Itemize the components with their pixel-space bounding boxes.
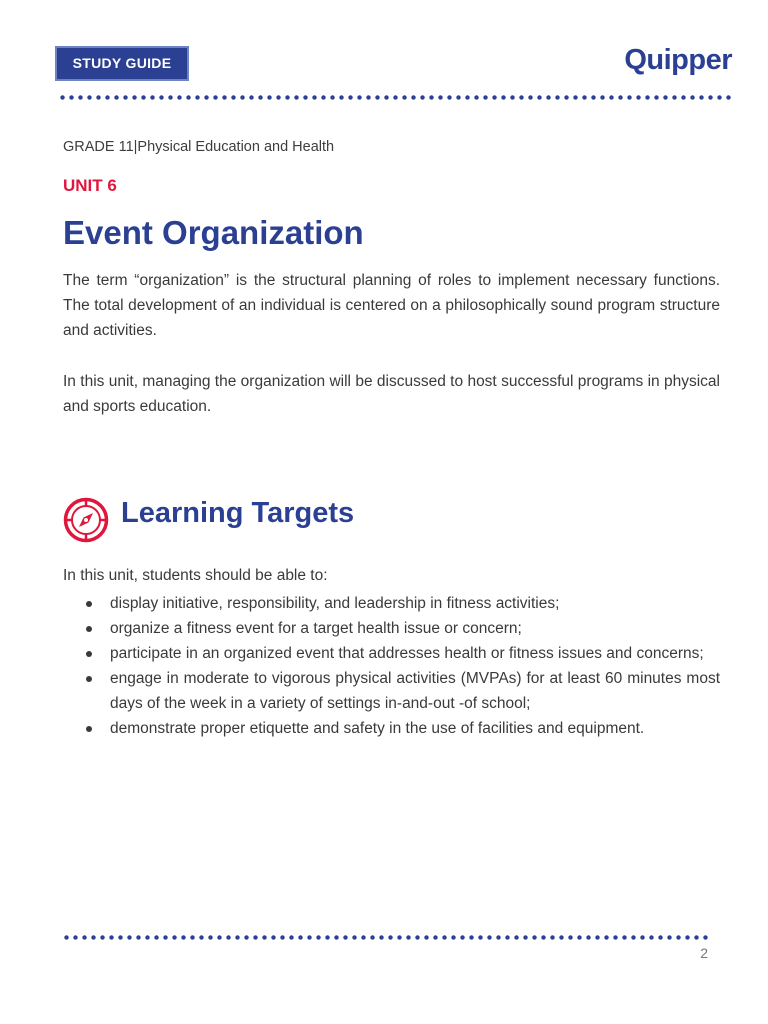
study-guide-badge: STUDY GUIDE — [55, 46, 189, 81]
bullet-icon — [86, 676, 92, 682]
footer-divider — [62, 935, 710, 940]
bullet-icon — [86, 601, 92, 607]
unit-label: UNIT 6 — [63, 176, 117, 195]
list-item-text: demonstrate proper etiquette and safety in the use of facilities and equipment. — [110, 720, 645, 737]
list-item — [83, 641, 720, 666]
compass-icon — [62, 496, 110, 544]
intro-paragraph: In this unit, managing the organization will be discussed to host successful programs in physical and sports education. — [63, 373, 720, 415]
list-item — [83, 616, 720, 641]
quipper-logo: Quipper — [624, 44, 732, 76]
list-item-text: participate in an organized event that addresses health or fitness issues and concerns; — [110, 645, 704, 662]
list-item-text: display initiative, responsibility, and leadership in fitness activities; — [110, 595, 560, 612]
list-item — [83, 716, 720, 741]
page-number: 2 — [700, 945, 708, 961]
bullet-icon — [86, 651, 92, 657]
list-item — [83, 666, 720, 716]
grade-subject-line: GRADE 11|Physical Education and Health — [63, 139, 335, 155]
list-item — [83, 591, 720, 616]
page-title: Event Organization — [63, 214, 364, 251]
bullet-icon — [86, 626, 92, 632]
learning-targets-intro: In this unit, students should be able to: — [63, 567, 328, 584]
bullet-icon — [86, 726, 92, 732]
intro-paragraph: The term “organization” is the structural planning of roles to implement necessary functions. The total development of an individual is centered on a philosophically sound program structure and activities. — [63, 272, 720, 339]
learning-targets-heading: Learning Targets — [121, 497, 355, 529]
list-item-text: engage in moderate to vigorous physical activities (MVPAs) for at least 60 minutes most days of the week in a variety of settings in-and-out -of school; — [110, 670, 720, 712]
list-item-text: organize a fitness event for a target health issue or concern; — [110, 620, 522, 637]
learning-targets-list — [83, 591, 720, 741]
header-divider — [58, 95, 734, 100]
